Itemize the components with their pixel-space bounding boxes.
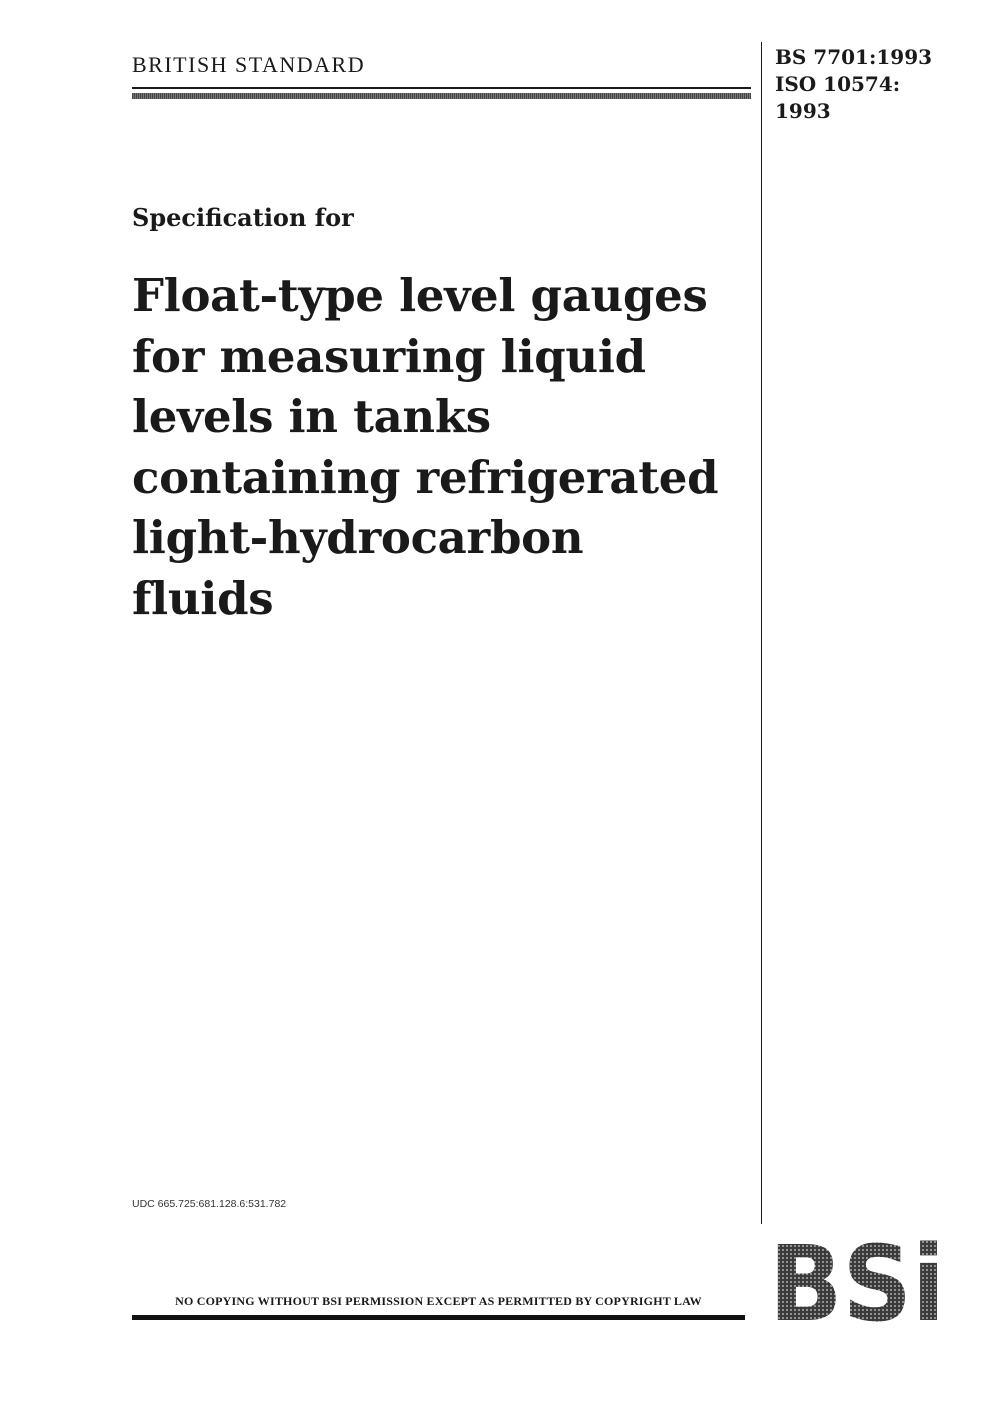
standard-number-year: 1993 (775, 99, 831, 123)
footer-rule (132, 1315, 745, 1320)
title-line: levels in tanks (132, 390, 491, 443)
bsi-logo-text: BSi (769, 1240, 945, 1322)
header-rule-thick (132, 93, 751, 99)
title-line: fluids (132, 571, 274, 625)
title-line: light-hydrocarbon (132, 511, 584, 564)
title-line: for measuring liquid (132, 329, 646, 383)
standard-number-iso: ISO 10574: (775, 72, 901, 96)
standard-number-bs: BS 7701:1993 (775, 45, 933, 69)
title-line: containing refrigerated (132, 450, 719, 504)
document-subtitle: Specification for (132, 203, 354, 232)
udc-code: UDC 665.725:681.128.6:531.782 (132, 1198, 287, 1210)
document-title (132, 266, 772, 629)
standard-numbers (775, 44, 975, 125)
header-label: BRITISH STANDARD (132, 52, 366, 77)
header-rule-thin (132, 87, 751, 89)
bsi-logo (769, 1240, 945, 1322)
title-line: Float-type level gauges (132, 269, 708, 322)
copyright-notice: NO COPYING WITHOUT BSI PERMISSION EXCEPT AS PERMITTED BY COPYRIGHT LAW (175, 1294, 702, 1308)
header-rule (132, 87, 751, 99)
vertical-divider (761, 42, 762, 1224)
